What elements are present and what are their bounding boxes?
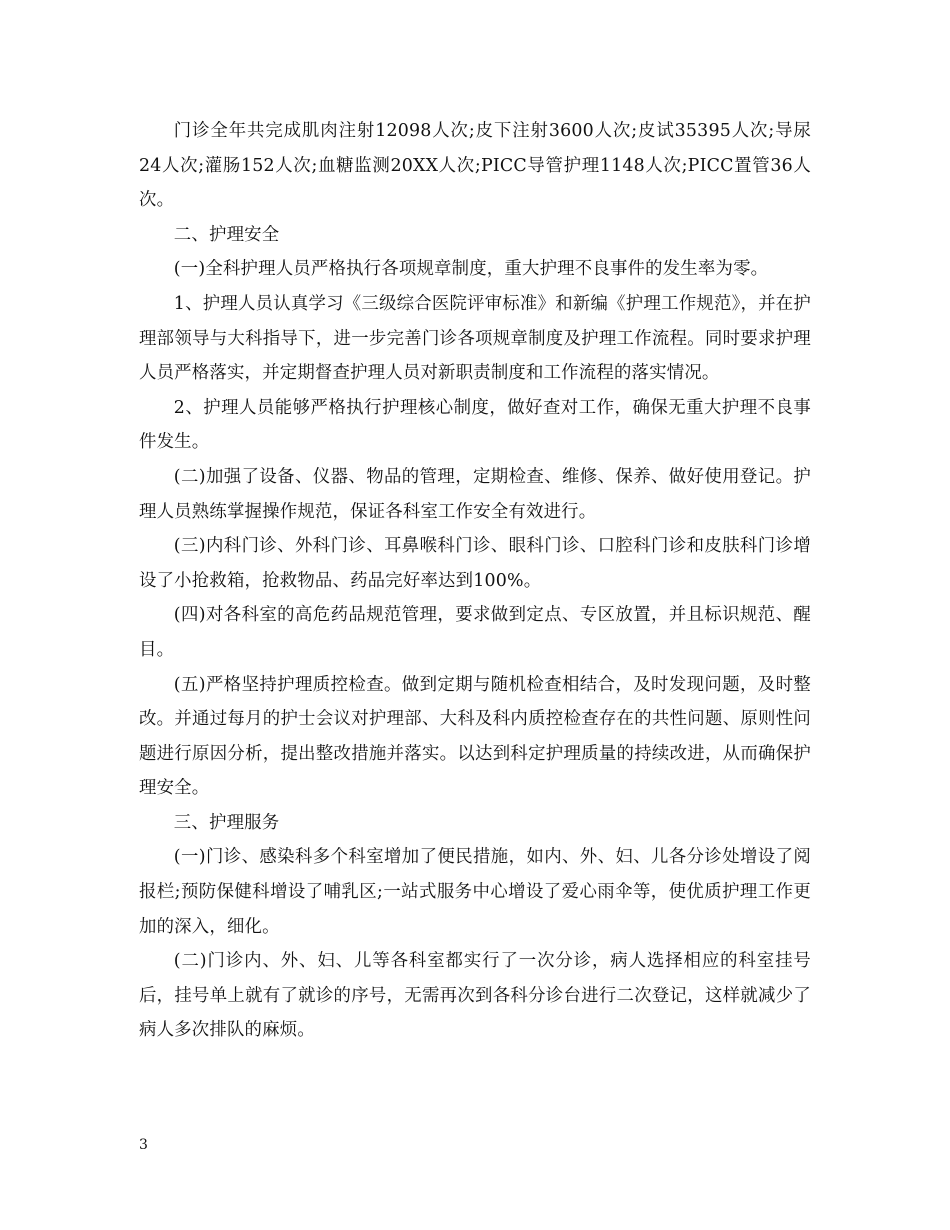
paragraph-safety-item-1: (一)全科护理人员严格执行各项规章制度，重大护理不良事件的发生率为零。 bbox=[173, 259, 769, 280]
section-heading-nursing-service: 三、护理服务 bbox=[173, 812, 280, 833]
paragraph-service-item-2: (二)门诊内、外、妇、儿等各科室都实行了一次分诊，病人选择相应的科室挂号后，挂号单上就有了就诊的序号，无需再次到各科分诊台进行二次登记，这样就减少了病人多次排队的麻烦。 bbox=[139, 951, 811, 1041]
paragraph-safety-item-3: (三)内科门诊、外科门诊、耳鼻喉科门诊、眼科门诊、口腔科门诊和皮肤科门诊增设了小抢救箱，抢救物品、药品完好率达到100%。 bbox=[139, 536, 811, 591]
paragraph-safety-subitem-2: 2、护理人员能够严格执行护理核心制度，做好查对工作，确保无重大护理不良事件发生。 bbox=[139, 397, 811, 453]
section-heading-nursing-safety: 二、护理安全 bbox=[173, 224, 280, 245]
paragraph-safety-item-2: (二)加强了设备、仪器、物品的管理，定期检查、维修、保养、做好使用登记。护理人员熟练掌握操作规范，保证各科室工作安全有效进行。 bbox=[139, 466, 811, 522]
paragraph-safety-subitem-1: 1、护理人员认真学习《三级综合医院评审标准》和新编《护理工作规范》，并在护理部领导与大科指导下，进一步完善门诊各项规章制度及护理工作流程。同时要求护理人员严格落实，并定期督查护理人员对新职责制度和工作流程的落实情况。 bbox=[139, 293, 811, 384]
paragraph-safety-item-4: (四)对各科室的高危药品规范管理，要求做到定点、专区放置，并且标识规范、醒目。 bbox=[139, 605, 811, 660]
page-number: 3 bbox=[139, 1137, 148, 1153]
paragraph-service-item-1: (一)门诊、感染科多个科室增加了便民措施，如内、外、妇、儿各分诊处增设了阅报栏;预防保健科增设了哺乳区;一站式服务中心增设了爱心雨伞等，使优质护理工作更加的深入，细化。 bbox=[139, 847, 811, 937]
paragraph-outpatient-statistics: 门诊全年共完成肌肉注射12098人次;皮下注射3600人次;皮试35395人次;导尿24人次;灌肠152人次;血糖监测20XX人次;PICC导管护理1148人次;PICC置管36人次。 bbox=[139, 121, 811, 211]
paragraph-safety-item-5: (五)严格坚持护理质控检查。做到定期与随机检查相结合，及时发现问题，及时整改。并通过每月的护士会议对护理部、大科及科内质控检查存在的共性问题、原则性问题进行原因分析，提出整改措施并落实。以达到科定护理质量的持续改进，从而确保护理安全。 bbox=[139, 674, 811, 799]
document-body bbox=[139, 114, 811, 1048]
